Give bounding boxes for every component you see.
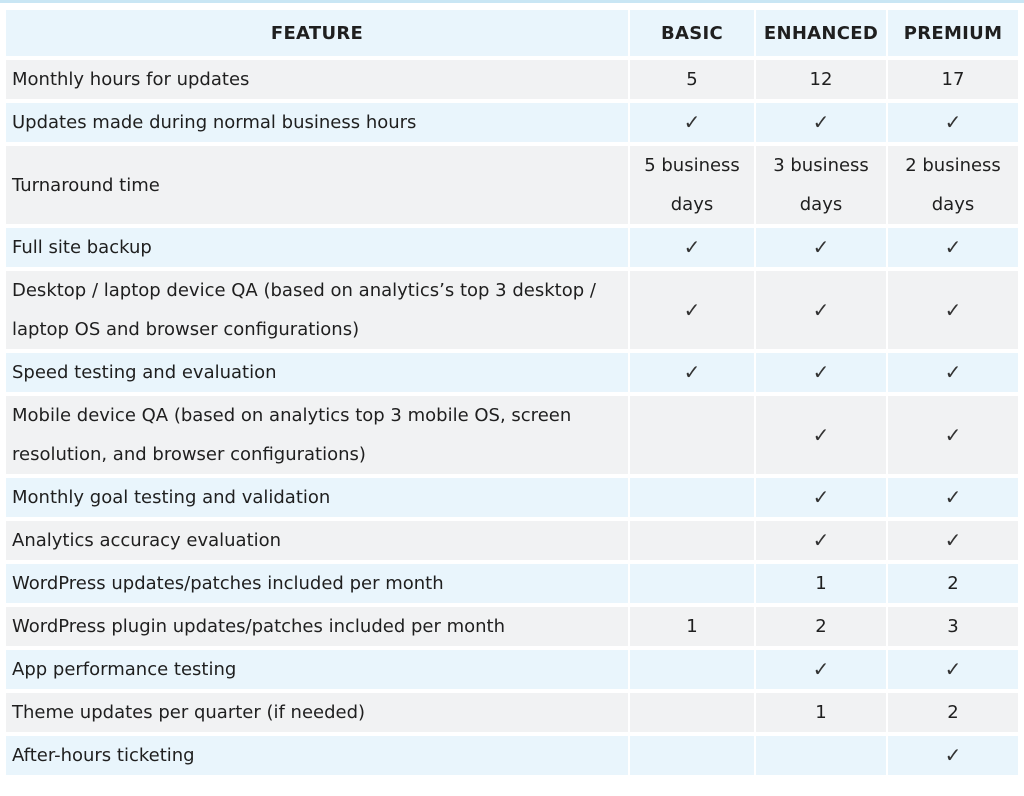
header-feature: FEATURE (6, 10, 628, 56)
cell-feature: WordPress plugin updates/patches included per month (6, 607, 628, 646)
cell-enhanced: ✓ (754, 228, 886, 267)
cell-feature: Monthly hours for updates (6, 60, 628, 99)
cell-basic (628, 521, 754, 560)
table-row (6, 396, 1018, 474)
header-enhanced: ENHANCED (754, 10, 886, 56)
table-row (6, 146, 1018, 224)
cell-enhanced: ✓ (754, 521, 886, 560)
cell-enhanced: 1 (754, 564, 886, 603)
plan-comparison-table (6, 6, 1018, 779)
header-row (6, 10, 1018, 56)
cell-enhanced: 2 (754, 607, 886, 646)
table-row (6, 564, 1018, 603)
cell-enhanced: ✓ (754, 396, 886, 474)
cell-premium: 2 (886, 564, 1018, 603)
cell-feature: App performance testing (6, 650, 628, 689)
cell-feature: Analytics accuracy evaluation (6, 521, 628, 560)
cell-basic: ✓ (628, 271, 754, 349)
cell-enhanced: ✓ (754, 103, 886, 142)
table-row (6, 103, 1018, 142)
table-row (6, 228, 1018, 267)
cell-premium: ✓ (886, 271, 1018, 349)
table-row (6, 607, 1018, 646)
cell-premium: ✓ (886, 396, 1018, 474)
cell-feature: Theme updates per quarter (if needed) (6, 693, 628, 732)
cell-enhanced: 1 (754, 693, 886, 732)
cell-basic (628, 396, 754, 474)
cell-premium: ✓ (886, 521, 1018, 560)
cell-premium: ✓ (886, 353, 1018, 392)
table-row (6, 693, 1018, 732)
cell-basic (628, 736, 754, 775)
cell-basic (628, 693, 754, 732)
cell-feature: Full site backup (6, 228, 628, 267)
cell-feature: Speed testing and evaluation (6, 353, 628, 392)
cell-enhanced: ✓ (754, 650, 886, 689)
table-row (6, 478, 1018, 517)
cell-basic (628, 478, 754, 517)
table-row (6, 650, 1018, 689)
cell-feature: Updates made during normal business hours (6, 103, 628, 142)
cell-enhanced: 12 (754, 60, 886, 99)
cell-premium: 3 (886, 607, 1018, 646)
cell-premium: 2 business days (886, 146, 1018, 224)
header-basic: BASIC (628, 10, 754, 56)
table-row (6, 521, 1018, 560)
cell-feature: Desktop / laptop device QA (based on analytics’s top 3 desktop / laptop OS and browser configurations) (6, 271, 628, 349)
cell-basic: 5 business days (628, 146, 754, 224)
cell-feature: After-hours ticketing (6, 736, 628, 775)
cell-basic: 5 (628, 60, 754, 99)
cell-premium: ✓ (886, 650, 1018, 689)
cell-premium: ✓ (886, 103, 1018, 142)
table-row (6, 60, 1018, 99)
cell-basic: ✓ (628, 103, 754, 142)
cell-premium: ✓ (886, 478, 1018, 517)
table-row (6, 736, 1018, 775)
cell-basic: ✓ (628, 353, 754, 392)
cell-enhanced: ✓ (754, 353, 886, 392)
cell-enhanced: ✓ (754, 271, 886, 349)
cell-enhanced: 3 business days (754, 146, 886, 224)
cell-enhanced: ✓ (754, 478, 886, 517)
cell-basic (628, 564, 754, 603)
header-premium: PREMIUM (886, 10, 1018, 56)
cell-feature: WordPress updates/patches included per month (6, 564, 628, 603)
cell-basic: 1 (628, 607, 754, 646)
cell-premium: 2 (886, 693, 1018, 732)
cell-feature: Monthly goal testing and validation (6, 478, 628, 517)
cell-feature: Mobile device QA (based on analytics top 3 mobile OS, screen resolution, and browser configurations) (6, 396, 628, 474)
cell-premium: 17 (886, 60, 1018, 99)
cell-enhanced (754, 736, 886, 775)
cell-premium: ✓ (886, 736, 1018, 775)
cell-feature: Turnaround time (6, 146, 628, 224)
table-row (6, 271, 1018, 349)
cell-basic (628, 650, 754, 689)
cell-premium: ✓ (886, 228, 1018, 267)
table-row (6, 353, 1018, 392)
cell-basic: ✓ (628, 228, 754, 267)
